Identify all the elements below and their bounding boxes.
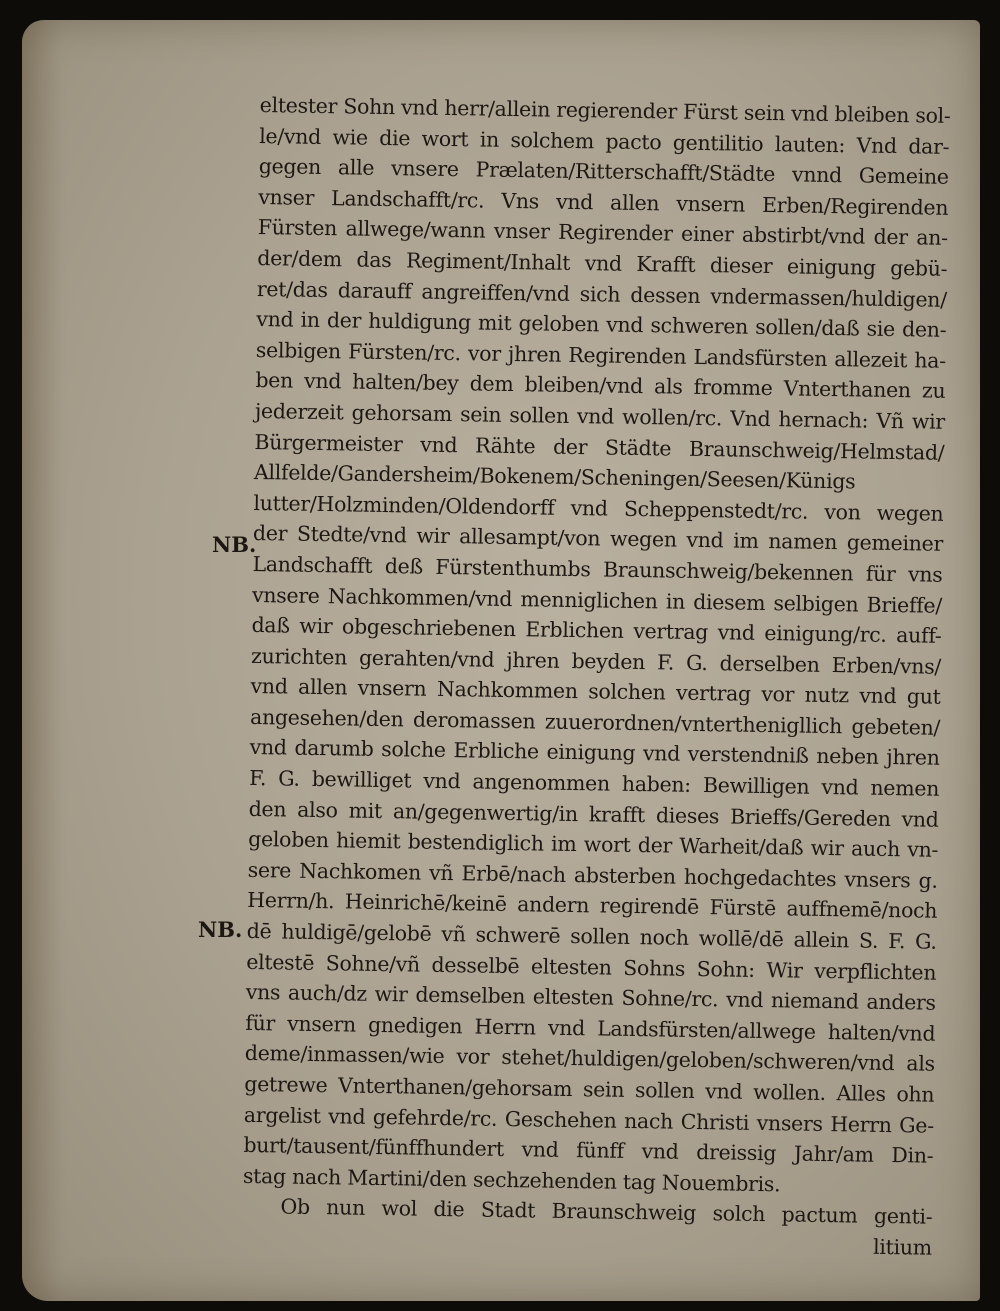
text-line-20: vnd allen vnsern Nachkommen solchen vertrag vor nutz vnd gut: [250, 674, 941, 710]
text-line-15: der Stedte/vnd wir allesampt/von wegen vnd im namen gemeiner: [252, 521, 944, 557]
text-line-21: angesehen/den deromassen zuuerordnen/vnterthenigllich gebeten/: [249, 704, 941, 740]
text-line-18: daß wir obgeschriebenen Erblichen vertrag vnd einigung/rc. auff-: [251, 613, 942, 648]
text-line-6: der/dem das Regiment/Inhalt vnd Krafft dieser einigung gebü-: [257, 245, 948, 281]
text-line-16: Landschafft deß Fürstenthumbs Braunschweig/bekennen für vns: [252, 551, 943, 587]
body-text: [242, 90, 950, 1263]
catchword: litium: [872, 1234, 933, 1260]
text-line-23: F. G. bewilliget vnd angenommen haben: Bewilligen vnd nemen: [249, 765, 940, 801]
margin-note-nb-1: NB.: [212, 532, 257, 557]
text-line-14: lutter/Holzminden/Oldendorff vnd Scheppenstedt/rc. von wegen: [253, 490, 944, 526]
text-line-5: Fürsten allwege/wann vnser Regirender einer abstirbt/vnd der an-: [257, 215, 948, 251]
text-line-29: eltestē Sohne/vñ desselbē eltesten Sohns Sohn: Wir verpflichten: [246, 949, 937, 985]
text-line-13: Allfelde/Gandersheim/Bokenem/Scheningen/Seesen/Künigs: [253, 460, 856, 494]
text-line-3: gegen alle vnsere Prælaten/Ritterschafft/Städte vnnd Gemeine: [258, 154, 949, 190]
text-line-7: ret/das darauff angreiffen/vnd sich dessen vndermassen/huldigen/: [256, 276, 947, 312]
text-line-9: selbigen Fürsten/rc. vor jhren Regirenden Landsfürsten allezeit ha-: [255, 337, 947, 373]
margin-note-nb-2: NB.: [198, 917, 243, 942]
text-line-24: den also mit an/gegenwertig/in krafft dieses Brieffs/Gereden vnd: [248, 796, 939, 832]
text-line-25: geloben hiemit bestendiglich im wort der Warheit/daß wir auch vn-: [248, 827, 939, 862]
text-line-30: vns auch/dz wir demselben eltesten Sohne/rc. vnd niemand anders: [245, 980, 936, 1015]
text-line-27: Herrn/h. Heinrichē/keinē andern regirendē Fürstē auffnemē/noch: [247, 888, 938, 924]
text-line-26: sere Nachkomen vñ Erbē/nach absterben hochgedachtes vnsers g.: [247, 857, 938, 893]
text-line-2: le/vnd wie die wort in solchem pacto gentilitio lauten: Vnd dar-: [259, 123, 950, 159]
text-line-34: argelist vnd gefehrde/rc. Geschehen nach Christi vnsers Herrn Ge-: [243, 1102, 935, 1138]
text-line-1: eltester Sohn vnd herr/allein regierender Fürst sein vnd bleiben sol-: [259, 92, 951, 128]
text-line-28: dē huldigē/gelobē vñ schwerē sollen noch wollē/dē allein S. F. G.: [246, 918, 937, 954]
text-line-17: vnsere Nachkommen/vnd menniglichen in diesem selbigen Brieffe/: [251, 582, 943, 618]
text-line-36: stag nach Martini/den sechzehenden tag Nouembris.: [242, 1163, 781, 1197]
text-line-8: vnd in der huldigung mit geloben vnd schweren sollen/daß sie den-: [256, 307, 947, 342]
book-page: [22, 20, 980, 1301]
text-line-33: getrewe Vnterthanen/gehorsam sein sollen vnd wollen. Alles ohn: [244, 1071, 935, 1107]
text-line-11: jederzeit gehorsam sein sollen vnd wollen/rc. Vnd hernach: Vñ wir: [254, 398, 946, 434]
text-line-10: ben vnd halten/bey dem bleiben/vnd als fromme Vnterthanen zu: [255, 368, 946, 404]
page-edge-stain: [22, 20, 62, 1301]
text-line-31: für vnsern gnedigen Herrn vnd Landsfürsten/allwege halten/vnd: [245, 1010, 936, 1046]
text-line-19: zurichten gerahten/vnd jhren beyden F. G. derselben Erben/vns/: [250, 643, 942, 679]
text-line-22: vnd darumb solche Erbliche einigung vnd verstendniß neben jhren: [249, 735, 940, 771]
text-line-37: Ob nun wol die Stadt Braunschweig solch pactum genti-: [280, 1194, 933, 1230]
text-line-32: deme/inmassen/wie vor stehet/huldigen/geloben/schweren/vnd als: [244, 1041, 935, 1077]
text-line-12: Bürgermeister vnd Rähte der Städte Braunschweig/Helmstad/: [254, 429, 945, 465]
text-line-35: burt/tausent/fünffhundert vnd fünff vnd dreissig Jahr/am Din-: [243, 1133, 934, 1168]
text-line-4: vnser Landschafft/rc. Vns vnd allen vnsern Erben/Regirenden: [258, 184, 949, 220]
